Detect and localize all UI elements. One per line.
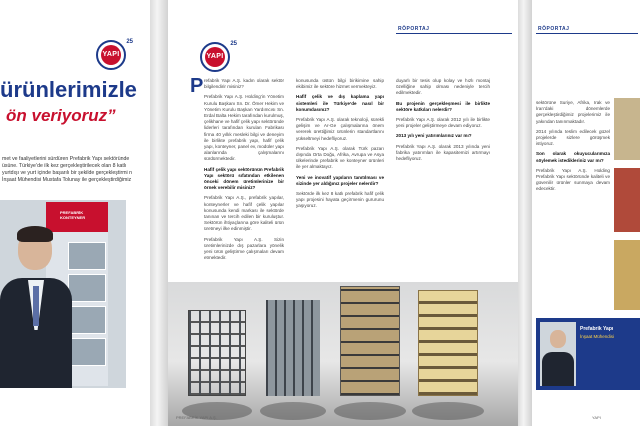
building-frame-2	[266, 300, 320, 396]
right-page	[532, 0, 640, 426]
portrait-caption-box	[536, 318, 640, 390]
paragraph: Prefabrik Yapı A.Ş. Holding’in Yönetim Kurulu Başkanı Sn. Dr. Ömer Hekim ve Yönetim Kurulu Başkan Yardımcısı Sn. Erdal Balta Hekim tarafından kurulmuş, çelikhane ve hafif çelik yapı sektöründe liderleri tarafından kurulan Fabrikası firma 40 yıllık mesleki bilgi ve deneyim ile birlikte prefabrik yapı, hafif çelik yapı, konteyner, panel ev, modüler yapı alanlarında çalışmalarını sürdürmektedir.	[204, 94, 284, 162]
page-footer: YAPI	[592, 415, 601, 420]
article-column-2	[296, 78, 384, 214]
paragraph: Prefabrik Yapı A.Ş. olarak teknoloji, sürekli gelişim ve Ar-Ge çalışmalarına önem vererek ürettiğimiz ürünlerin standartlarını yükseltmeyi hedefliyoruz.	[296, 117, 384, 141]
paragraph: duyarlı bir tesis olup kolay ve hızlı montaj özelliğine sahip olması nedeniyle tercih edilmektedir.	[396, 78, 490, 96]
side-building-image	[614, 240, 640, 310]
paragraph: Prefabrik Yapı A.Ş. olarak 2013 yılında yeni fabrika yatırımları ile kapasitemizi artırmayı hedefliyoruz.	[396, 143, 490, 162]
drop-cap: P	[190, 75, 204, 97]
paragraph: konusunda üstün bilgi birikimine sahip ekibimiz ile sektöre hizmet vermekteyiz.	[296, 78, 384, 90]
poster-thumbnail	[68, 306, 106, 334]
paragraph: Prefabrik Yapı A.Ş. Holding Prefabrik Yapı sektöründe kaliteli ve güvenilir ürünler sunmaya devam edecektir.	[536, 167, 610, 192]
building-partial-3	[340, 286, 400, 396]
building-finished-4	[418, 290, 478, 396]
interview-question: Bu projenin gerçekleşmesi ile birlikte sektöre katkıları nelerdir?	[396, 100, 490, 112]
poster-text: PREFABRİK KONTEYNER	[60, 210, 86, 220]
poster-thumbnail	[68, 242, 106, 270]
interview-question: Yeni ve inovatif yapıların tanıtılması ve sizinde yer aldığınız projeler nelerdir?	[296, 174, 384, 186]
article-column-1	[204, 78, 284, 265]
middle-page	[168, 0, 518, 426]
yapi-logo-icon: YAPI 25	[200, 42, 230, 72]
interview-question: Son olarak okuyucularımıza söylemek istedikleriniz var mı?	[536, 151, 610, 163]
article-column-3	[396, 78, 490, 166]
building-frame-1	[188, 310, 246, 396]
yapi-logo-icon: YAPI 25	[96, 40, 126, 70]
header-rule	[536, 33, 638, 34]
poster-thumbnail	[68, 338, 106, 366]
paragraph: Prefabrik Yapı A.Ş. Sizin üretimlerinizde dış pazarlara yönelik yeni ürün geliştirme çalışmaları devam etmektedir.	[204, 236, 284, 261]
interview-question: Hafif çelik yapı sektörünün Prefabrik Yapı sektörü sıfatından etkilenen önceki dönem üretimlerinize bir örnek verebilir misiniz?	[204, 166, 284, 191]
subheadline: ön veriyoruz”	[6, 106, 116, 125]
paragraph: Sektörde ilk kez 8 katlı prefabrik hafif çelik yapı projesini hayata geçirmenin gururunu yaşıyoruz.	[296, 191, 384, 209]
portrait-photo	[0, 200, 126, 388]
left-page	[0, 0, 150, 426]
paragraph: 2014 yılında teslim edilecek güzel projelerde sizlere görüşmek istiyoruz.	[536, 128, 610, 147]
page-footer: PREFABRİK YAPI A.Ş.	[176, 415, 217, 420]
small-portrait	[540, 322, 576, 386]
running-head: RÖPORTAJ	[398, 26, 430, 32]
paragraph: Prefabrik Yapı A.Ş., prefabrik yapılar, konteynerler ve hafif çelik yapılar konusunda kendi markası ile sektörde tanınan ve tercih edilen bir kuruluştur. Sektörün ihtiyaçlarına göre kaliteli ürün üretmeyi ilke edinmiştir.	[204, 195, 284, 232]
interview-question: 2013 yılı yeni yatırımlarınız var mı?	[396, 133, 472, 139]
person-tie	[33, 286, 39, 326]
intro-text: met ve faaliyetlerini sürdüren Prefabrik Yapı sektöründe üsüne. Türkiye’de ilk kez gerçekleştirilecek olan 8 katlı yurtdışı ve yurt içinde başarılı bir şekilde gerçekleştirmi n İnşaat Mühendisi Mustafa Tolunay ile gerçekleştirdiğimiz	[2, 156, 133, 183]
header-rule	[396, 33, 512, 34]
caption-role: İnşaat Mühendisi	[580, 334, 615, 339]
paragraph: refabrik Yapı A.Ş. kadın olarak sektör bilgilendirir misiniz?	[204, 78, 284, 90]
paragraph: Prefabrik Yapı A.Ş. olarak 2012 yılı ile birlikte yeni projeler geliştirmeye devam ediyoruz.	[396, 117, 490, 129]
caption-name: Prefabrik Yapı	[580, 326, 614, 332]
side-building-image	[614, 168, 640, 232]
running-head: RÖPORTAJ	[538, 26, 570, 32]
interview-question: Hafif çelik ve dış kaplama yapı sistemleri ile Türkiye’de nasıl bir konumdasınız?	[296, 94, 384, 112]
poster-thumbnail	[68, 274, 106, 302]
paragraph: Prefabrik Yapı A.Ş. olarak Türk pazarı dışında Orta Doğu, Afrika, Avrupa ve Asya ülkelerinde prefabrik ve konteyner ürünleri ile yer almaktayız.	[296, 145, 384, 170]
building-render-image	[168, 282, 518, 426]
paragraph: sektörüne Suriye, Afrika, Irak ve İran’daki dönemlerde gerçekleştirdiğimiz projelerimiz ile yakından tanınmaktadır.	[536, 100, 610, 124]
page-fold	[518, 0, 532, 426]
side-building-image	[614, 98, 640, 160]
headline: ürünlerimizle	[0, 77, 137, 102]
article-column-right	[536, 100, 610, 197]
page-fold	[150, 0, 168, 426]
